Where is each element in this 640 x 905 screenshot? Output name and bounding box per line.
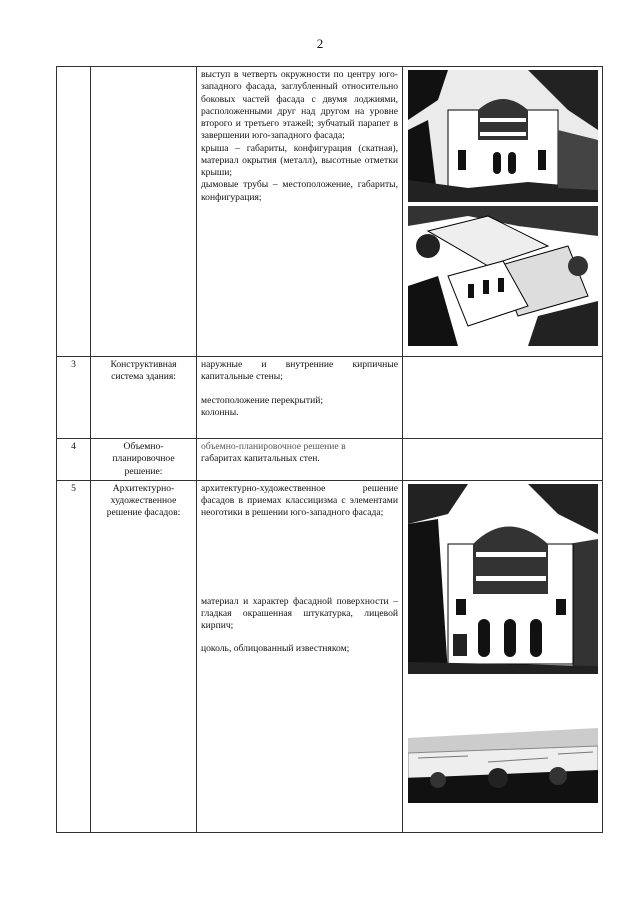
table-row xyxy=(57,480,603,832)
limestone-plinth-photo xyxy=(408,718,598,803)
row-name: Конструктивная система здания: xyxy=(91,357,197,439)
table-row xyxy=(57,357,603,439)
empty-photo-cell xyxy=(403,439,603,481)
row-name: Объемно-планировочное решение: xyxy=(91,439,197,481)
photo-cell xyxy=(403,67,603,357)
page-number: 2 xyxy=(316,36,324,51)
photo-cell xyxy=(403,480,603,832)
row-description xyxy=(197,480,403,832)
row-number xyxy=(57,67,91,357)
desc-paragraph: наружные и внутренние кирпичные капитальные стены; xyxy=(201,359,398,383)
desc-paragraph: архитектурно-художественное решение фасадов в приемах классицизма с элементами неоготики в решении юго-западного фасада; xyxy=(201,482,398,519)
desc-paragraph: колонны. xyxy=(201,406,239,418)
table-row xyxy=(57,67,603,357)
desc-paragraph: крыша – габариты, конфигурация (скатная), материал окрытия (металл), высотные отметки крыши; xyxy=(201,142,398,179)
row-number: 5 xyxy=(57,480,91,832)
desc-paragraph: цоколь, облицованный известняком; xyxy=(201,643,350,655)
desc-paragraph: дымовые трубы – местоположение, габариты, конфигурация; xyxy=(201,179,398,203)
desc-paragraph: выступ в четверть окружности по центру юго-западного фасада, заглубленный относительно боковых частей фасада с двумя лоджиями, расположенными друг над другом на уровне второго и третьего этажей; зубчатый парапет в завершении юго-западного фасада; xyxy=(201,69,398,142)
row-name xyxy=(91,67,197,357)
row-number: 3 xyxy=(57,357,91,439)
row-description xyxy=(197,357,403,439)
desc-paragraph: объемно-планировочное решение в xyxy=(201,441,346,452)
row-description xyxy=(197,439,403,481)
empty-photo-cell xyxy=(403,357,603,439)
southwest-facade-photo xyxy=(408,484,598,674)
row-name: Архитектурно-художественное решение фасадов: xyxy=(91,480,197,832)
desc-paragraph: местоположение перекрытий; xyxy=(201,394,324,406)
row-description xyxy=(197,67,403,357)
row-number: 4 xyxy=(57,439,91,481)
desc-paragraph: материал и характер фасадной поверхности – гладкая окрашенная штукатурка, лицевой кирпич; xyxy=(201,595,398,632)
building-facade-photo xyxy=(408,70,598,202)
monument-subject-table xyxy=(56,66,603,833)
aerial-building-photo xyxy=(408,206,598,346)
desc-paragraph: габаритах капитальных стен. xyxy=(201,453,320,465)
table-row xyxy=(57,439,603,481)
